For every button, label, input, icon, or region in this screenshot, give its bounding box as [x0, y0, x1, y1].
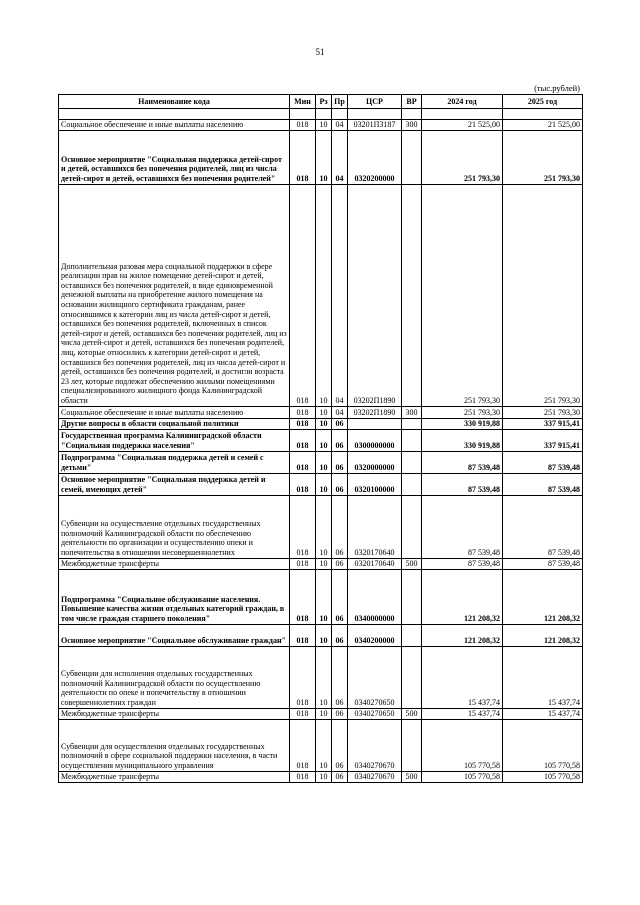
table-body — [59, 120, 583, 783]
header-2025: 2025 год — [503, 95, 583, 109]
header-min: Мин — [290, 95, 316, 109]
row-pr-cell: 04 — [332, 406, 348, 418]
row-vr-cell — [402, 451, 422, 473]
row-csr-cell: 0300000000 — [348, 429, 402, 451]
row-rz-cell: 10 — [316, 451, 332, 473]
row-2025-cell: 87 539,48 — [503, 495, 583, 558]
row-min-cell: 018 — [290, 558, 316, 569]
row-2025-cell: 21 525,00 — [503, 120, 583, 131]
row-rz-cell: 10 — [316, 719, 332, 771]
row-2025-cell: 121 208,32 — [503, 569, 583, 624]
row-pr-cell: 06 — [332, 495, 348, 558]
row-rz-cell: 10 — [316, 569, 332, 624]
table-row — [59, 495, 583, 558]
row-pr-cell: 06 — [332, 624, 348, 646]
row-rz-cell: 10 — [316, 429, 332, 451]
table-row — [59, 771, 583, 782]
row-2025-cell: 105 770,58 — [503, 771, 583, 782]
table-row — [59, 120, 583, 131]
page-number: 51 — [315, 47, 325, 57]
row-name-cell: Межбюджетные трансферты — [59, 771, 290, 782]
row-2025-cell: 337 915,41 — [503, 418, 583, 429]
row-rz-cell: 10 — [316, 646, 332, 708]
budget-table — [58, 94, 583, 783]
table-row — [59, 646, 583, 708]
row-min-cell: 018 — [290, 719, 316, 771]
row-2024-cell: 121 208,32 — [422, 569, 503, 624]
table-row — [59, 558, 583, 569]
row-min-cell: 018 — [290, 130, 316, 184]
row-2024-cell: 121 208,32 — [422, 624, 503, 646]
row-csr-cell: 03202П1890 — [348, 184, 402, 406]
row-csr-cell: 0340270670 — [348, 771, 402, 782]
row-min-cell: 018 — [290, 473, 316, 495]
table-row — [59, 184, 583, 406]
header-pr: Пр — [332, 95, 348, 109]
row-min-cell: 018 — [290, 120, 316, 131]
row-name-cell: Подпрограмма "Социальная поддержка детей и семей с детьми" — [59, 451, 290, 473]
row-name-cell: Социальное обеспечение и иные выплаты населению — [59, 406, 290, 418]
row-min-cell: 018 — [290, 495, 316, 558]
row-rz-cell: 10 — [316, 771, 332, 782]
row-2025-cell: 251 793,30 — [503, 130, 583, 184]
row-csr-cell: 0340000000 — [348, 569, 402, 624]
row-pr-cell: 06 — [332, 771, 348, 782]
row-pr-cell: 06 — [332, 646, 348, 708]
row-name-cell: Подпрограмма "Социальное обслуживание населения. Повышение качества жизни отдельных категорий граждан, в том числе граждан старшего поколения" — [59, 569, 290, 624]
row-csr-cell: 0320170640 — [348, 495, 402, 558]
table-row — [59, 719, 583, 771]
row-name-cell: Межбюджетные трансферты — [59, 558, 290, 569]
row-name-cell: Основное мероприятие "Социальная поддержка детей-сирот и детей, оставшихся без попечения родителей, лиц из числа детей-сирот и детей, оставшихся без попечения родителей" — [59, 130, 290, 184]
row-pr-cell: 06 — [332, 418, 348, 429]
row-vr-cell — [402, 184, 422, 406]
row-csr-cell: 03202П1890 — [348, 406, 402, 418]
row-2025-cell: 251 793,30 — [503, 184, 583, 406]
row-name-cell: Основное мероприятие "Социальное обслуживание граждан" — [59, 624, 290, 646]
row-vr-cell — [402, 418, 422, 429]
row-2025-cell: 87 539,48 — [503, 558, 583, 569]
row-csr-cell: 03201П3187 — [348, 120, 402, 131]
row-2024-cell: 15 437,74 — [422, 708, 503, 719]
row-min-cell: 018 — [290, 429, 316, 451]
row-vr-cell — [402, 473, 422, 495]
row-2025-cell: 337 915,41 — [503, 429, 583, 451]
row-2024-cell: 251 793,30 — [422, 406, 503, 418]
row-vr-cell — [402, 719, 422, 771]
row-min-cell: 018 — [290, 771, 316, 782]
row-rz-cell: 10 — [316, 473, 332, 495]
row-2025-cell: 105 770,58 — [503, 719, 583, 771]
row-rz-cell: 10 — [316, 120, 332, 131]
row-vr-cell — [402, 569, 422, 624]
row-pr-cell: 06 — [332, 569, 348, 624]
row-csr-cell: 0320170640 — [348, 558, 402, 569]
row-vr-cell: 300 — [402, 120, 422, 131]
row-min-cell: 018 — [290, 708, 316, 719]
row-pr-cell: 06 — [332, 473, 348, 495]
row-2024-cell: 21 525,00 — [422, 120, 503, 131]
row-name-cell: Субвенции для исполнения отдельных государственных полномочий Калининградской области по осуществлению деятельности по опеке и попечительству в отношении совершеннолетних граждан — [59, 646, 290, 708]
row-name-cell: Другие вопросы в области социальной политики — [59, 418, 290, 429]
table-row — [59, 406, 583, 418]
row-2024-cell: 251 793,30 — [422, 130, 503, 184]
row-csr-cell: 0320100000 — [348, 473, 402, 495]
row-rz-cell: 10 — [316, 708, 332, 719]
table-row — [59, 130, 583, 184]
row-2025-cell: 251 793,30 — [503, 406, 583, 418]
header-csr: ЦСР — [348, 95, 402, 109]
row-csr-cell: 0340270650 — [348, 708, 402, 719]
row-rz-cell: 10 — [316, 558, 332, 569]
table-row — [59, 569, 583, 624]
row-2024-cell: 330 919,88 — [422, 429, 503, 451]
row-rz-cell: 10 — [316, 406, 332, 418]
row-name-cell: Социальное обеспечение и иные выплаты населению — [59, 120, 290, 131]
row-rz-cell: 10 — [316, 418, 332, 429]
row-pr-cell: 06 — [332, 558, 348, 569]
table-row — [59, 429, 583, 451]
row-vr-cell — [402, 624, 422, 646]
row-pr-cell: 06 — [332, 451, 348, 473]
row-2024-cell: 15 437,74 — [422, 646, 503, 708]
row-pr-cell: 06 — [332, 708, 348, 719]
row-2025-cell: 87 539,48 — [503, 451, 583, 473]
row-vr-cell: 300 — [402, 406, 422, 418]
row-vr-cell: 500 — [402, 708, 422, 719]
row-2024-cell: 251 793,30 — [422, 184, 503, 406]
header-rz: Рз — [316, 95, 332, 109]
row-rz-cell: 10 — [316, 495, 332, 558]
row-name-cell: Межбюджетные трансферты — [59, 708, 290, 719]
row-rz-cell: 10 — [316, 184, 332, 406]
row-vr-cell — [402, 429, 422, 451]
row-pr-cell: 06 — [332, 719, 348, 771]
row-vr-cell — [402, 130, 422, 184]
row-2024-cell: 105 770,58 — [422, 771, 503, 782]
row-pr-cell: 04 — [332, 120, 348, 131]
spacer-row — [59, 109, 583, 120]
table-header-row — [59, 95, 583, 109]
units-label: (тыс.рублей) — [534, 83, 580, 93]
row-2024-cell: 87 539,48 — [422, 495, 503, 558]
row-csr-cell: 0320200000 — [348, 130, 402, 184]
row-min-cell: 018 — [290, 406, 316, 418]
row-csr-cell: 0340200000 — [348, 624, 402, 646]
row-min-cell: 018 — [290, 451, 316, 473]
row-name-cell: Субвенции на осуществление отдельных государственных полномочий Калининградской области по обеспечению деятельности по организации и осуществлению опеки и попечительства в отношении несовершеннолетних — [59, 495, 290, 558]
row-name-cell: Государственная программа Калининградской области "Социальная поддержка населения" — [59, 429, 290, 451]
row-2024-cell: 330 919,88 — [422, 418, 503, 429]
row-min-cell: 018 — [290, 646, 316, 708]
row-vr-cell: 500 — [402, 558, 422, 569]
row-2025-cell: 121 208,32 — [503, 624, 583, 646]
row-pr-cell: 04 — [332, 130, 348, 184]
header-name: Наименование кода — [59, 95, 290, 109]
row-name-cell: Дополнительная разовая мера социальной поддержки в сфере реализации прав на жилое помещение детей-сирот и детей, оставшихся без попечения родителей, в виде единовременной денежной выплаты на приобретение жилого помещения на основании жилищного сертификата гражданам, ранее относившимся к категории лиц из числа детей-сирот и детей, оставшихся без попечения родителей, включенных в список детей-сирот и детей, оставшихся без попечения родителей, лиц из числа детей-сирот и детей, оставшихся без попечения родителей, лиц, которые относились к категории детей-сирот и детей, оставшихся без попечения родителей, лиц из числа детей-сирот и детей, оставшихся без попечения родителей, и достигли возраста 23 лет, которые подлежат обеспечению жилыми помещениями специализированного жилищного фонда Калининградской области — [59, 184, 290, 406]
row-2025-cell: 15 437,74 — [503, 646, 583, 708]
table-row — [59, 451, 583, 473]
row-name-cell: Основное мероприятие "Социальная поддержка детей и семей, имеющих детей" — [59, 473, 290, 495]
row-vr-cell — [402, 646, 422, 708]
row-min-cell: 018 — [290, 184, 316, 406]
table-row — [59, 473, 583, 495]
row-name-cell: Субвенции для осуществления отдельных государственных полномочий в сфере социальной поддержки населения, в части осуществления муниципального управления — [59, 719, 290, 771]
row-2024-cell: 105 770,58 — [422, 719, 503, 771]
header-2024: 2024 год — [422, 95, 503, 109]
row-2025-cell: 87 539,48 — [503, 473, 583, 495]
row-vr-cell: 500 — [402, 771, 422, 782]
row-2024-cell: 87 539,48 — [422, 473, 503, 495]
row-rz-cell: 10 — [316, 624, 332, 646]
row-pr-cell: 06 — [332, 429, 348, 451]
row-csr-cell: 0340270650 — [348, 646, 402, 708]
row-pr-cell: 04 — [332, 184, 348, 406]
table-row — [59, 624, 583, 646]
table-row — [59, 708, 583, 719]
row-min-cell: 018 — [290, 569, 316, 624]
row-2024-cell: 87 539,48 — [422, 558, 503, 569]
row-csr-cell — [348, 418, 402, 429]
row-min-cell: 018 — [290, 624, 316, 646]
row-2025-cell: 15 437,74 — [503, 708, 583, 719]
row-2024-cell: 87 539,48 — [422, 451, 503, 473]
row-vr-cell — [402, 495, 422, 558]
table-row — [59, 418, 583, 429]
row-csr-cell: 0320000000 — [348, 451, 402, 473]
row-csr-cell: 0340270670 — [348, 719, 402, 771]
row-min-cell: 018 — [290, 418, 316, 429]
header-vr: ВР — [402, 95, 422, 109]
row-rz-cell: 10 — [316, 130, 332, 184]
